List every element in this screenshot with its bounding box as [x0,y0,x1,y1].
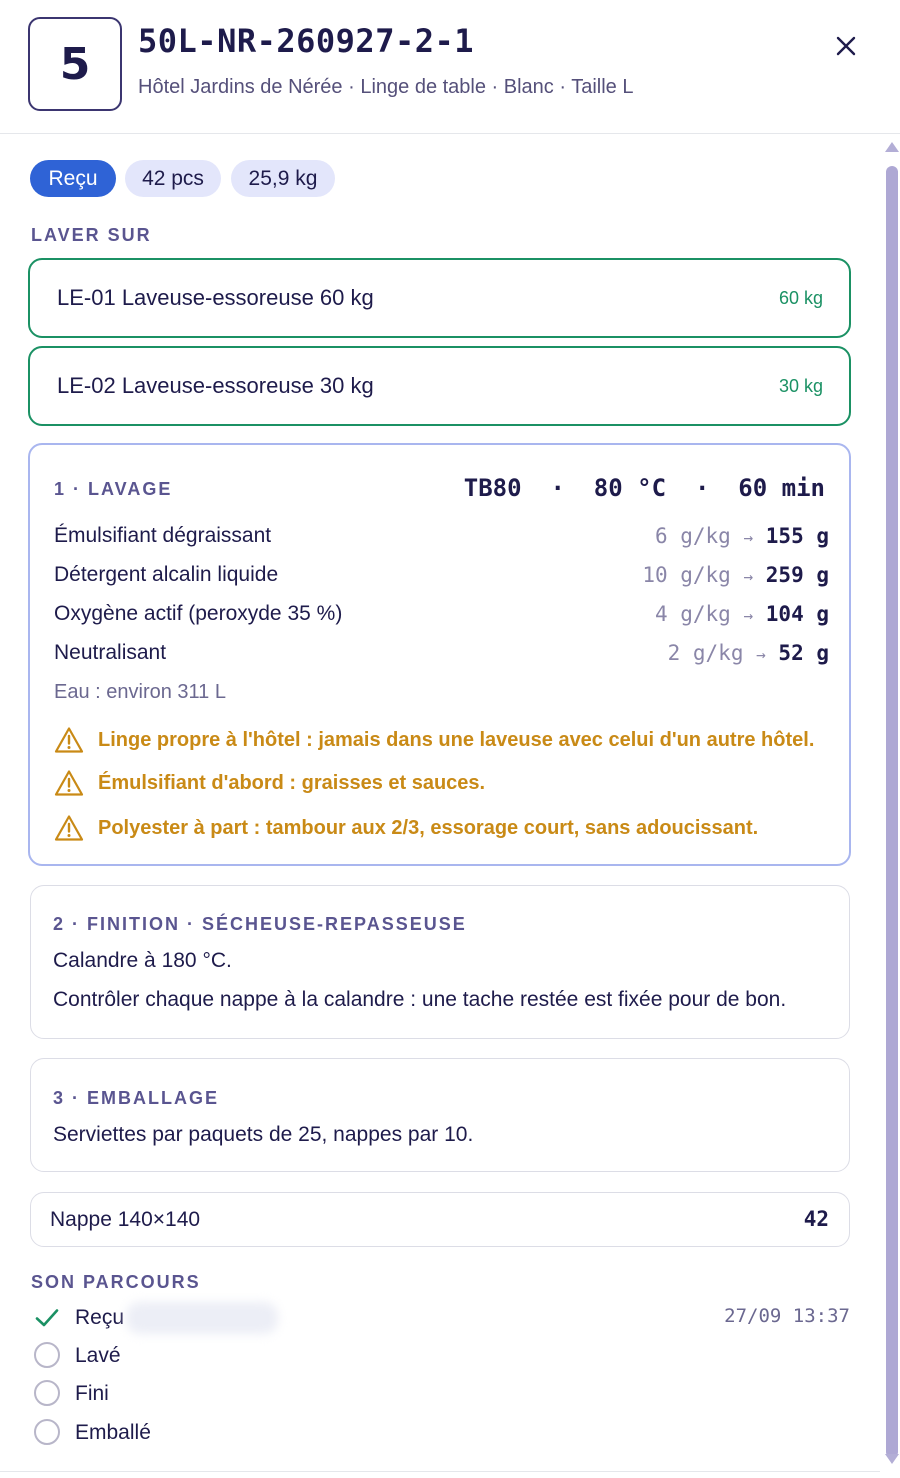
warning-icon [54,814,84,842]
warning-item [54,724,814,756]
warning-item [54,767,485,799]
machine-capacity: 30 kg [778,376,823,396]
step-title: 3 · EMBALLAGE [53,1088,220,1108]
step-instruction: Contrôler chaque nappe à la calandre : une tache restée est fixée pour de bon. [53,988,787,1011]
step-wash-card [28,443,851,866]
warning-icon [54,726,84,754]
chemical-row [54,639,829,669]
wash-on-label: LAVER SUR [31,225,152,245]
item-name: Nappe 140×140 [50,1208,201,1231]
chemical-row [54,522,829,552]
scrollbar[interactable] [882,140,900,1474]
chemical-dose: 6 g/kg → 155 g [654,524,829,548]
chemical-dose: 4 g/kg → 104 g [654,602,829,626]
step-finish-card [30,885,850,1039]
status-badge: Reçu [30,160,116,197]
warning-item [54,812,758,844]
close-button[interactable] [826,26,866,66]
warning-text: Émulsifiant d'abord : graisses et sauces. [98,771,486,794]
step-pack-card [30,1058,850,1172]
scrollbar-thumb[interactable] [886,166,898,1458]
pending-circle-icon [34,1419,60,1445]
journey-step-finished [30,1378,850,1412]
journey-step-label: Lavé [75,1344,121,1367]
divider [0,1471,880,1472]
machine-name: LE-01 Laveuse-essoreuse 60 kg [57,285,374,310]
machine-option-le-01[interactable] [28,258,851,338]
warning-text: Linge propre à l'hôtel : jamais dans une laveuse avec celui d'un autre hôtel. [98,728,815,751]
water-volume: Eau : environ 311 L [54,681,226,703]
step-title: 2 · FINITION · SÉCHEUSE-REPASSEUSE [53,914,467,934]
machine-capacity: 60 kg [778,288,823,308]
warning-text: Polyester à part : tambour aux 2/3, essorage court, sans adoucissant. [98,816,759,839]
chemical-name: Détergent alcalin liquide [54,563,279,586]
journey-step-received [30,1302,850,1336]
pending-circle-icon [34,1380,60,1406]
journey-step-label: Emballé [75,1421,151,1444]
chemical-dose: 2 g/kg → 52 g [667,641,829,665]
close-icon [834,34,858,58]
lot-subtitle: Hôtel Jardins de Nérée · Linge de table · Blanc · Taille L [138,76,634,98]
pending-circle-icon [34,1342,60,1368]
journey-step-time: 27/09 13:37 [724,1305,850,1327]
redacted-operator [126,1302,278,1334]
step-instruction: Serviettes par paquets de 25, nappes par 10. [53,1123,474,1146]
machine-name: LE-02 Laveuse-essoreuse 30 kg [57,373,374,398]
pieces-badge: 42 pcs [125,160,221,197]
journey-step-washed [30,1340,850,1374]
chemical-row [54,600,829,630]
machine-option-le-02[interactable] [28,346,851,426]
journey-label: SON PARCOURS [31,1272,201,1292]
check-icon [34,1305,60,1331]
weight-badge: 25,9 kg [231,160,335,197]
dialog-header [0,0,900,134]
scroll-up-arrow-icon[interactable] [885,142,899,152]
journey-step-label: Fini [75,1382,109,1405]
journey-step-packed [30,1417,850,1451]
chemical-dose: 10 g/kg → 259 g [642,563,829,587]
chemical-row [54,561,829,591]
lot-number-badge: 5 [28,17,122,111]
item-quantity: 42 [803,1207,829,1231]
item-row [30,1192,850,1247]
warning-icon [54,769,84,797]
step-title: 1 · LAVAGE [54,479,173,499]
chemical-name: Neutralisant [54,641,167,664]
journey-step-label: Reçu [75,1306,125,1329]
chemical-name: Émulsifiant dégraissant [54,524,272,547]
scroll-down-arrow-icon[interactable] [885,1454,899,1464]
step-instruction: Calandre à 180 °C. [53,949,232,972]
wash-program: TB80 · 80 °C · 60 min [463,474,825,502]
lot-code: 50L-NR-260927-2-1 [138,22,475,60]
chemical-name: Oxygène actif (peroxyde 35 %) [54,602,343,625]
